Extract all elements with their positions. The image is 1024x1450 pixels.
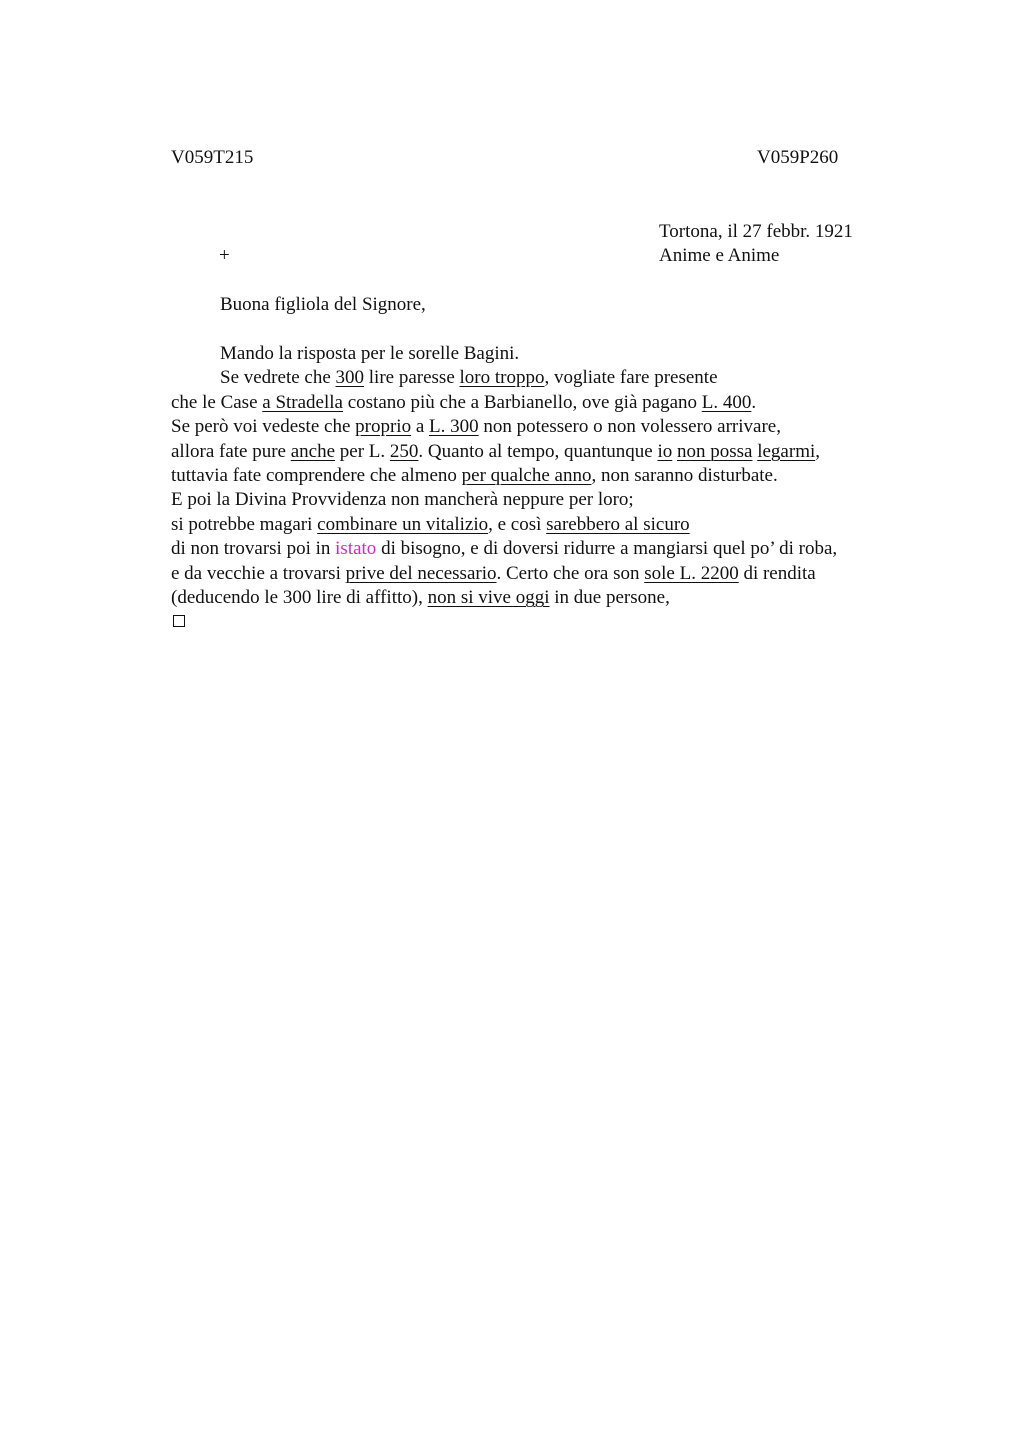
underlined-text: L. 300: [429, 416, 479, 438]
text-run: Se vedrete che: [220, 367, 336, 389]
motto: Anime e Anime: [659, 245, 780, 266]
text-run: (deducendo le 300 lire di affitto),: [171, 587, 428, 608]
place-date: Tortona, il 27 febbr. 1921: [659, 221, 853, 242]
text-run: Mando la risposta per le sorelle Bagini.: [220, 343, 520, 364]
body-line: [171, 415, 781, 439]
text-run: Se però voi vedeste che: [171, 416, 356, 438]
header-left-code: V059T215: [171, 147, 254, 168]
text-run: di non trovarsi poi in: [171, 538, 336, 560]
underlined-text: non possa: [676, 440, 753, 462]
text-run: non potessero o non volessero arrivare,: [478, 416, 781, 438]
body-line: [220, 342, 519, 366]
body-line: [171, 586, 670, 610]
underlined-text: prive del necessario: [345, 562, 497, 584]
body-line: [220, 366, 718, 390]
text-run: allora fate pure: [171, 440, 291, 462]
text-run: . Certo che ora son: [496, 562, 645, 584]
text-run: costano più che a Barbianello, ove già pagano: [342, 391, 702, 413]
underlined-text: loro troppo: [459, 367, 545, 389]
body-line: [171, 562, 816, 586]
underlined-text: sarebbero al sicuro: [546, 513, 690, 535]
text-run: , vogliate fare presente: [544, 367, 718, 389]
highlighted-text: istato: [335, 538, 377, 560]
underlined-text: a Stradella: [262, 391, 343, 413]
body-line: [171, 488, 634, 512]
text-run: lire paresse: [364, 367, 460, 389]
header-right-code: V059P260: [757, 147, 839, 168]
text-run: , e così: [488, 513, 547, 535]
text-run: in due persone,: [549, 587, 670, 608]
underlined-text: io: [657, 440, 673, 462]
text-run: di bisogno, e di doversi ridurre a mangiarsi quel po’ di roba,: [376, 538, 838, 560]
text-run: di rendita: [738, 562, 816, 584]
text-run: , non saranno disturbate.: [591, 465, 778, 486]
text-run: ,: [815, 440, 820, 462]
body-line: [171, 513, 690, 537]
underlined-text: L. 400: [701, 391, 752, 413]
body-line: [171, 440, 820, 464]
underlined-text: non si vive oggi: [427, 587, 550, 608]
text-run: E poi la Divina Provvidenza non mancherà neppure per loro;: [171, 489, 634, 511]
body-line: [171, 537, 837, 561]
checkbox-icon: [173, 615, 185, 627]
salutation: Buona figliola del Signore,: [220, 294, 426, 315]
text-run: a: [411, 416, 430, 438]
underlined-text: 250: [389, 440, 419, 462]
underlined-text: proprio: [355, 416, 412, 438]
body-line: [171, 391, 756, 415]
text-run: si potrebbe magari: [171, 513, 318, 535]
underlined-text: 300: [335, 367, 365, 389]
underlined-text: anche: [290, 440, 336, 462]
underlined-text: per qualche anno: [461, 465, 592, 486]
text-run: tuttavia fate comprendere che almeno: [171, 465, 462, 486]
text-run: . Quanto al tempo, quantunque: [418, 440, 658, 462]
cross-mark: +: [219, 245, 230, 266]
underlined-text: legarmi: [757, 440, 816, 462]
underlined-text: sole L. 2200: [644, 562, 739, 584]
text-run: che le Case: [171, 391, 263, 413]
underlined-text: combinare un vitalizio: [317, 513, 489, 535]
body-line: [171, 464, 778, 488]
text-run: per L.: [335, 440, 390, 462]
text-run: e da vecchie a trovarsi: [171, 562, 346, 584]
text-run: .: [751, 391, 757, 413]
